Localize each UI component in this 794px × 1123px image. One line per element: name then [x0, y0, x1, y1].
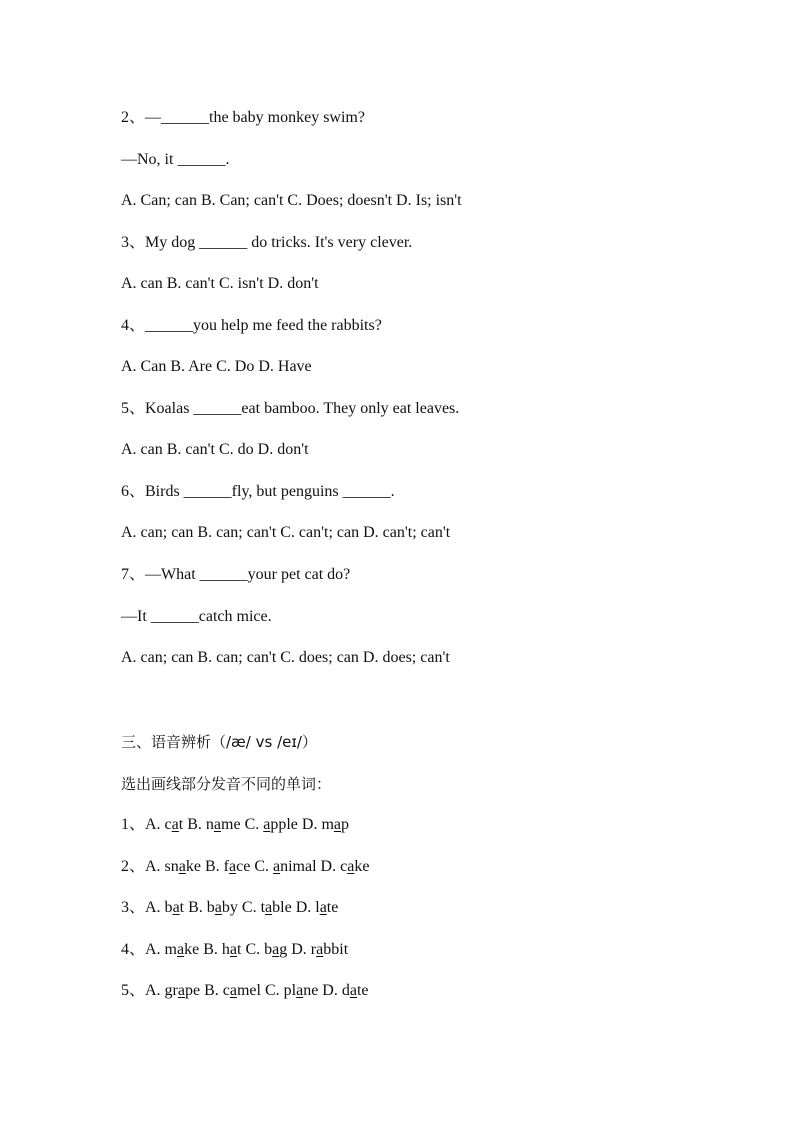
- phonics-question: [121, 857, 369, 877]
- section-heading: 三、语音辨析（/æ/ vs /eɪ/）: [121, 733, 317, 751]
- question-line: A. Can B. Are C. Do D. Have: [121, 358, 312, 375]
- underlined-letter: a: [333, 816, 341, 833]
- question-line: A. can B. can't C. do D. don't: [121, 441, 309, 458]
- underlined-letter: a: [263, 816, 271, 833]
- question-line: 5、Koalas ______eat bamboo. They only eat leaves.: [121, 400, 460, 417]
- underlined-letter: a: [296, 982, 304, 999]
- phonics-question: [121, 940, 348, 960]
- underlined-letter: a: [177, 982, 185, 999]
- phonics-text: 3、A. b: [121, 899, 173, 916]
- question-line: A. can; can B. can; can't C. does; can D. does; can't: [121, 649, 450, 666]
- question-line: 6、Birds ______fly, but penguins ______.: [121, 483, 395, 500]
- phonics-text: te: [326, 899, 339, 916]
- phonics-text: t B. b: [179, 899, 215, 916]
- phonics-text: ce C.: [236, 858, 273, 875]
- section-instruction: 选出画线部分发音不同的单词：: [121, 775, 332, 793]
- underlined-letter: a: [178, 858, 186, 875]
- phonics-text: ke B. f: [185, 858, 230, 875]
- underlined-letter: a: [229, 941, 238, 958]
- underlined-letter: a: [229, 982, 237, 999]
- phonics-question: [121, 815, 349, 835]
- underlined-letter: a: [265, 899, 273, 916]
- underlined-letter: a: [347, 858, 355, 875]
- underlined-letter: a: [214, 899, 222, 916]
- phonics-text: by C. t: [221, 899, 266, 916]
- phonics-text: t C. b: [237, 941, 273, 958]
- phonics-text: ke: [354, 858, 370, 875]
- phonics-text: p: [341, 816, 349, 833]
- phonics-text: g D. r: [279, 941, 317, 958]
- phonics-text: ne D. d: [303, 982, 350, 999]
- question-line: A. can B. can't C. isn't D. don't: [121, 275, 319, 292]
- underlined-letter: a: [172, 899, 180, 916]
- underlined-letter: a: [229, 858, 237, 875]
- underlined-letter: a: [316, 941, 324, 958]
- phonics-text: mel C. pl: [236, 982, 297, 999]
- underlined-letter: a: [349, 982, 357, 999]
- question-line: A. Can; can B. Can; can't C. Does; doesn't D. Is; isn't: [121, 192, 462, 209]
- phonics-text: t B. n: [178, 816, 214, 833]
- phonics-text: ble D. l: [272, 899, 320, 916]
- phonics-text: 2、A. sn: [121, 858, 179, 875]
- question-line: —It ______catch mice.: [121, 608, 272, 625]
- underlined-letter: a: [319, 899, 327, 916]
- phonics-question: [121, 981, 369, 1001]
- question-line: 2、—______the baby monkey swim?: [121, 109, 365, 126]
- underlined-letter: a: [177, 941, 185, 958]
- question-line: 3、My dog ______ do tricks. It's very clever.: [121, 234, 413, 251]
- phonics-text: pe B. c: [185, 982, 230, 999]
- phonics-text: bbit: [323, 941, 349, 958]
- question-line: 4、______you help me feed the rabbits?: [121, 317, 382, 334]
- underlined-letter: a: [213, 816, 222, 833]
- phonics-text: pple D. m: [270, 816, 334, 833]
- question-line: 7、—What ______your pet cat do?: [121, 566, 351, 583]
- phonics-text: 1、A. c: [121, 816, 172, 833]
- phonics-text: me C.: [221, 816, 264, 833]
- question-line: A. can; can B. can; can't C. can't; can D. can't; can't: [121, 524, 451, 541]
- question-line: —No, it ______.: [121, 151, 230, 168]
- phonics-text: ke B. h: [184, 941, 230, 958]
- underlined-letter: a: [272, 941, 280, 958]
- phonics-text: 5、A. gr: [121, 982, 178, 999]
- phonics-text: te: [356, 982, 369, 999]
- underlined-letter: a: [273, 858, 281, 875]
- phonics-question: [121, 898, 338, 918]
- underlined-letter: a: [171, 816, 179, 833]
- phonics-text: 4、A. m: [121, 941, 178, 958]
- phonics-text: nimal D. c: [280, 858, 348, 875]
